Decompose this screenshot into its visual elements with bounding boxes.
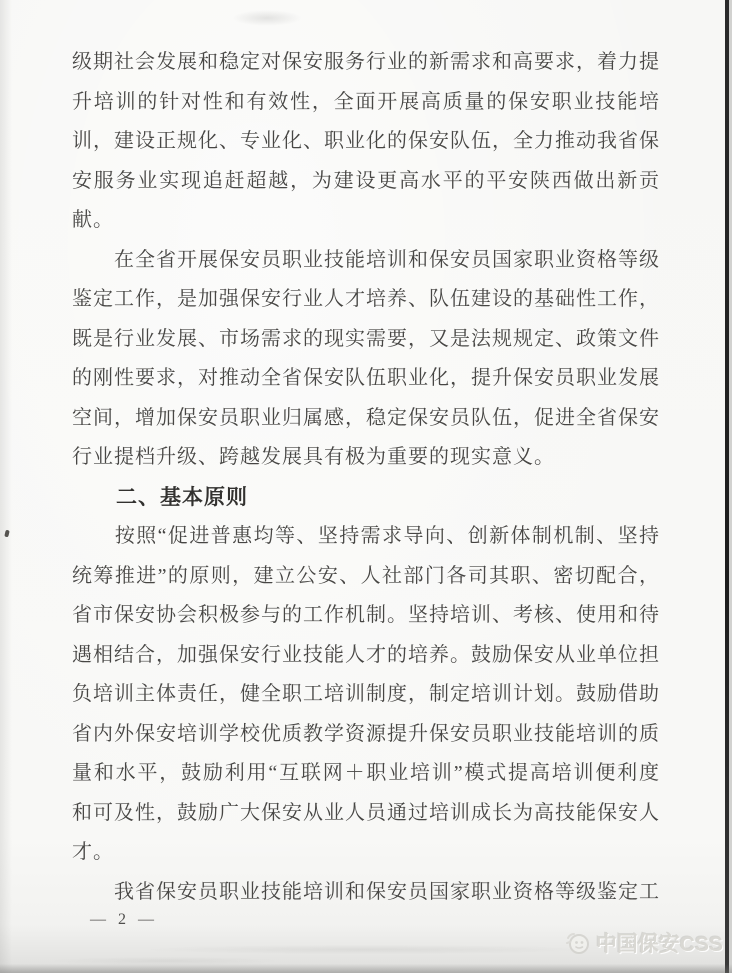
doc-line: 量和水平，鼓励利用“互联网＋职业培训”模式提高培训便利度 bbox=[72, 762, 660, 784]
doc-line: 既是行业发展、市场需求的现实需要，又是法规规定、政策文件 bbox=[72, 327, 660, 350]
scan-smudge bbox=[232, 10, 302, 26]
scan-streak bbox=[150, 945, 580, 954]
doc-line: 升培训的针对性和有效性，全面开展高质量的保安职业技能培 bbox=[72, 90, 660, 113]
doc-line: 行业提档升级、跨越发展具有极为重要的现实意义。 bbox=[72, 446, 555, 468]
doc-line: 按照“促进普惠均等、坚持需求导向、创新体制机制、坚持 bbox=[72, 525, 660, 547]
page-number: — 2 — bbox=[90, 911, 158, 928]
doc-line: 安服务业实现追赶超越，为建设更高水平的平安陕西做出新贡 bbox=[72, 169, 660, 192]
doc-line: 负培训主体责任，健全职工培训制度，制定培训计划。鼓励借助 bbox=[72, 683, 660, 705]
section-heading: 二、基本原则 bbox=[72, 485, 248, 509]
doc-line: 遇相结合，加强保安行业技能人才的培养。鼓励保安从业单位担 bbox=[72, 643, 660, 666]
doc-line: 省市保安协会积极参与的工作机制。坚持培训、考核、使用和待 bbox=[72, 604, 660, 626]
scan-edge-left bbox=[0, 0, 12, 973]
doc-line: 省内外保安培训学校优质教学资源提升保安员职业技能培训的质 bbox=[72, 722, 660, 745]
doc-line: 的刚性要求，对推动全省保安队伍职业化，提升保安员职业发展 bbox=[72, 367, 660, 389]
doc-line: 鉴定工作，是加强保安行业人才培养、队伍建设的基础性工作， bbox=[72, 288, 660, 310]
doc-line: 我省保安员职业技能培训和保安员国家职业资格等级鉴定工 bbox=[72, 880, 660, 903]
doc-line: 空间，增加保安员职业归属感，稳定保安员队伍，促进全省保安 bbox=[72, 406, 660, 429]
doc-line: 和可及性，鼓励广大保安从业人员通过培训成长为高技能保安人 bbox=[72, 801, 660, 824]
document-body bbox=[72, 43, 660, 912]
doc-line: 才。 bbox=[72, 841, 114, 863]
doc-line: 献。 bbox=[72, 209, 114, 231]
doc-line: 统筹推进”的原则，建立公安、人社部门各司其职、密切配合， bbox=[72, 564, 660, 587]
doc-line: 训，建设正规化、专业化、职业化的保安队伍，全力推动我省保 bbox=[72, 130, 660, 152]
watermark-label: 中国保安CSS bbox=[595, 933, 723, 956]
doc-line: 级期社会发展和稳定对保安服务行业的新需求和高要求，着力提 bbox=[72, 51, 660, 73]
watermark bbox=[565, 928, 723, 958]
scan-edge-bottom bbox=[0, 964, 732, 973]
doc-line: 在全省开展保安员职业技能培训和保安员国家职业资格等级 bbox=[72, 248, 660, 271]
